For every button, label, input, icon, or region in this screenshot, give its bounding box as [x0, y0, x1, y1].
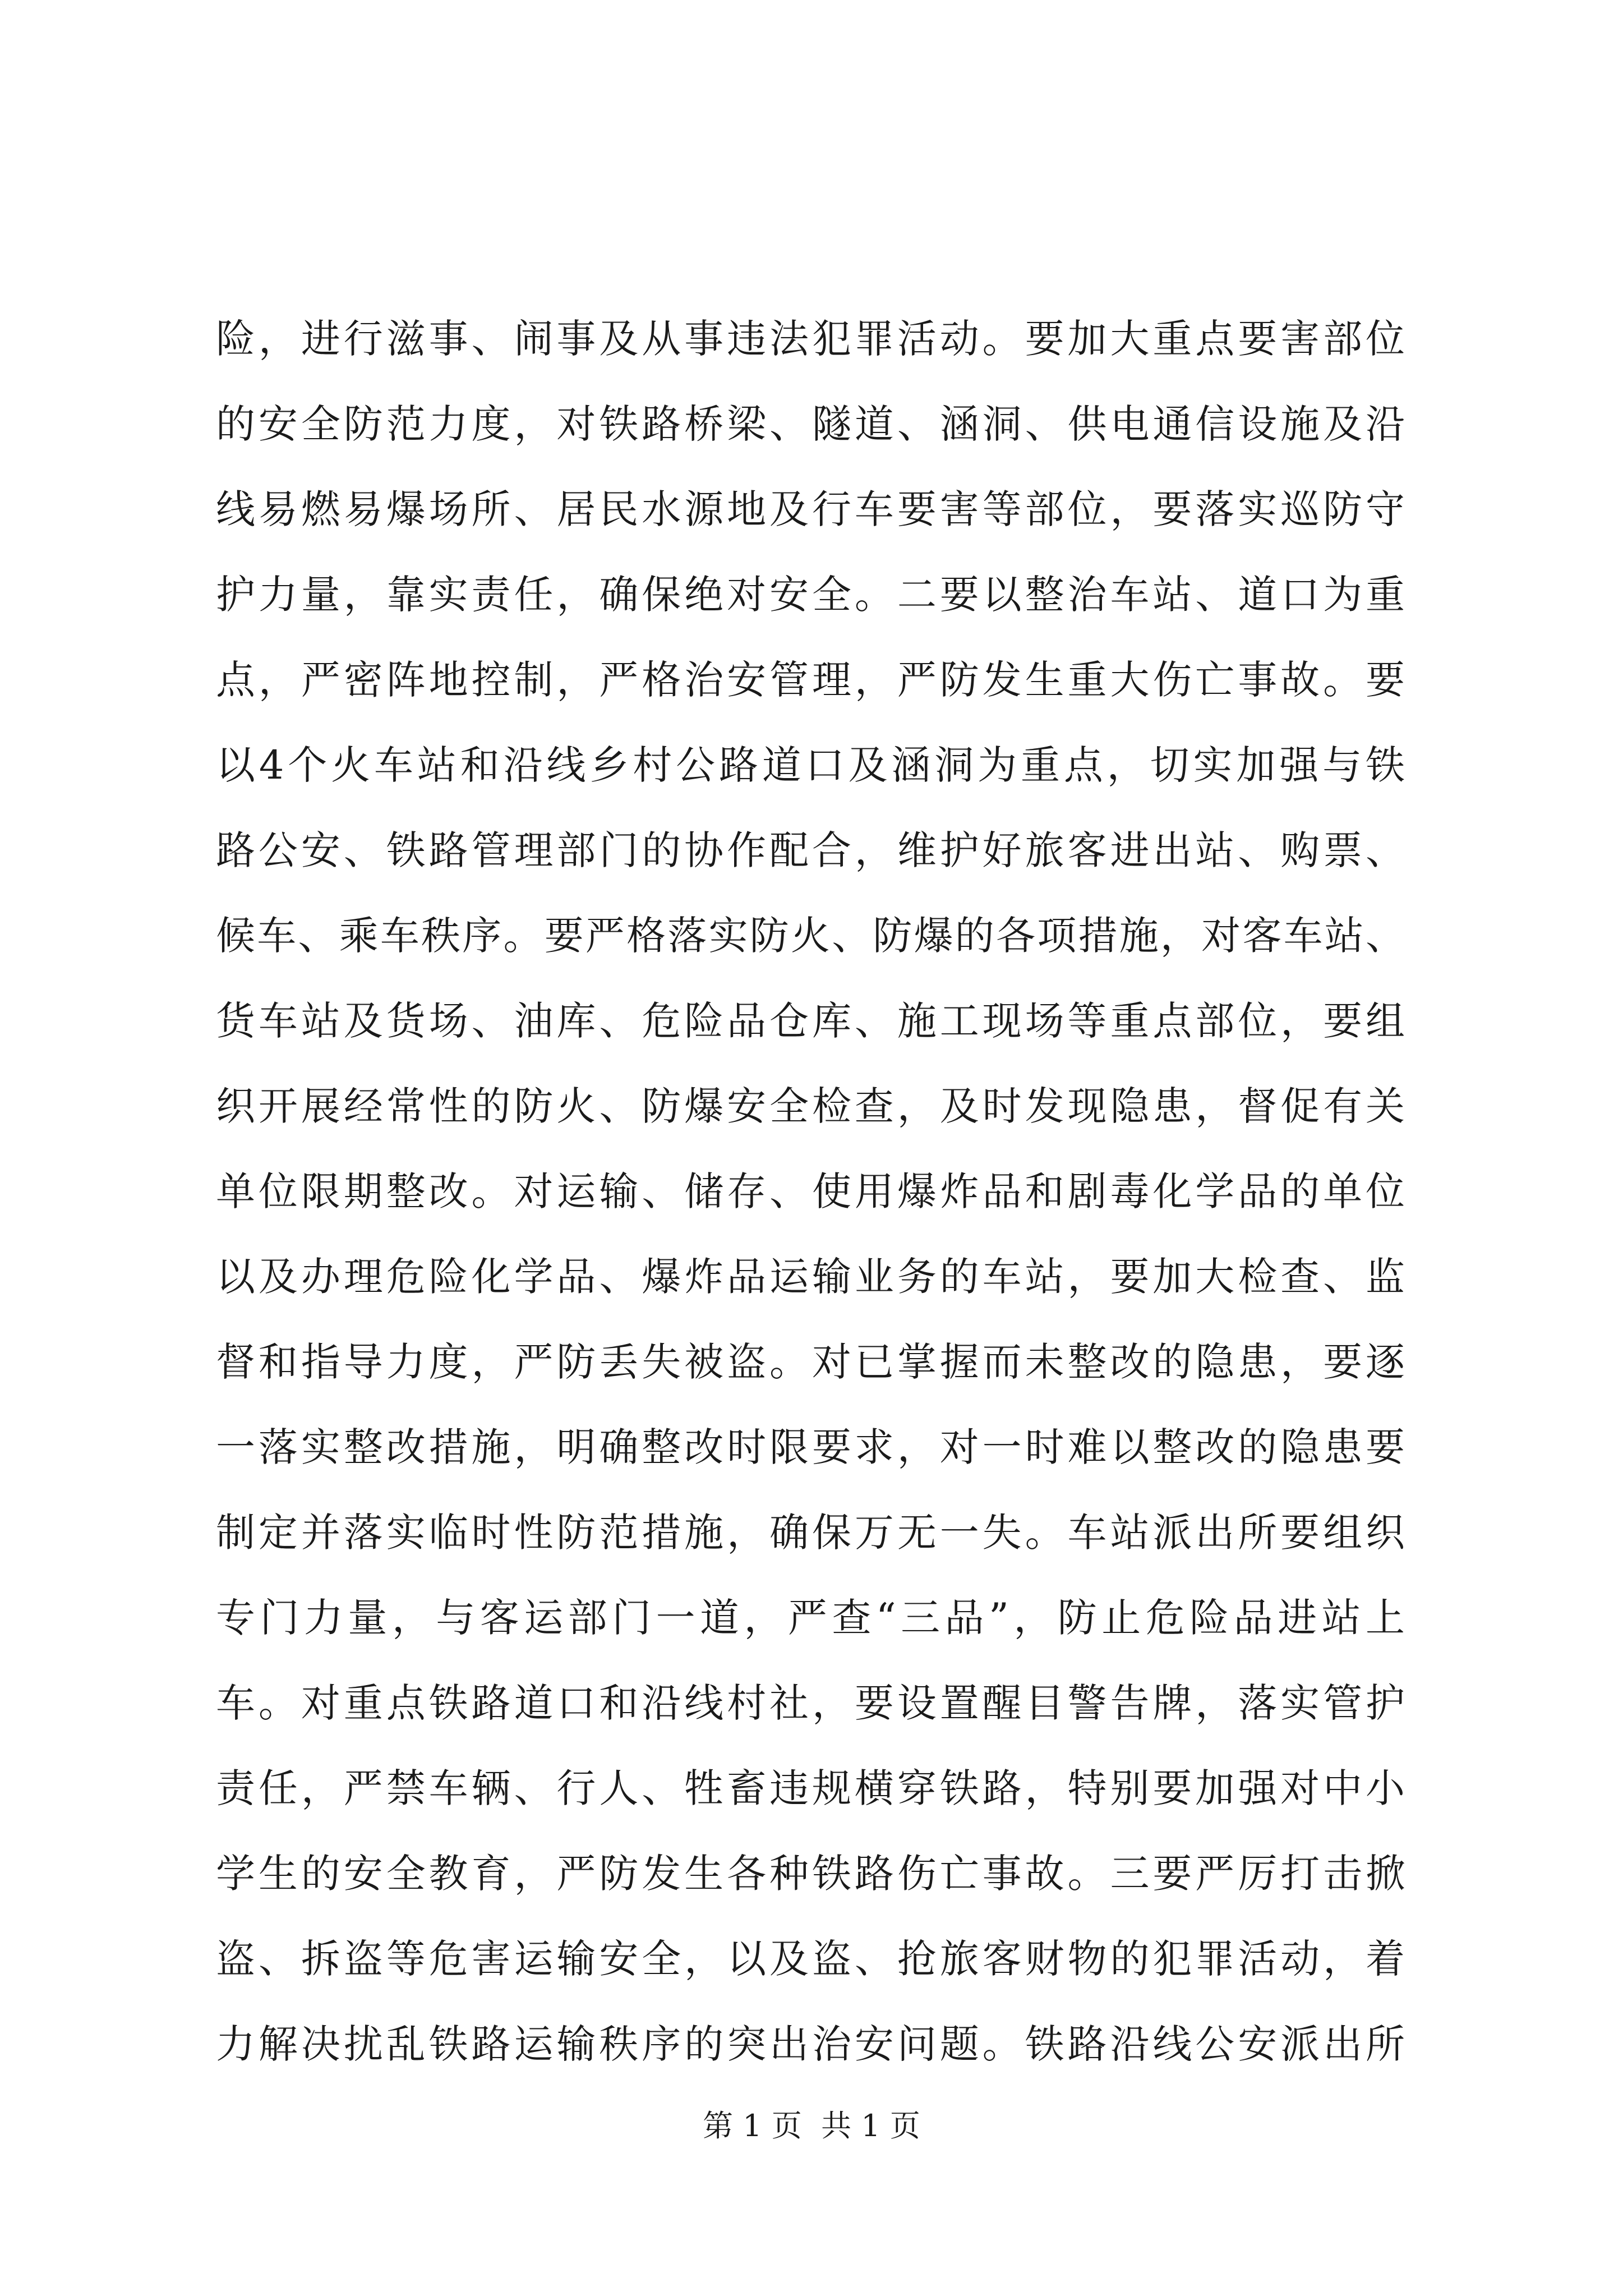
text-line: 督和指导力度，严防丢失被盗。对已掌握而未整改的隐患，要逐 [216, 1339, 1405, 1385]
text-line: 路公安、铁路管理部门的协作配合，维护好旅客进出站、购票、 [216, 827, 1405, 873]
text-line: 点，严密阵地控制，严格治安管理，严防发生重大伤亡事故。要 [216, 657, 1405, 703]
text-line: 盗、拆盗等危害运输安全，以及盗、抢旅客财物的犯罪活动，着 [216, 1936, 1405, 1982]
text-line: 候车、乘车秩序。要严格落实防火、防爆的各项措施，对客车站、 [216, 913, 1405, 959]
text-line: 专门力量，与客运部门一道，严查“三品”，防止危险品进站上 [216, 1595, 1405, 1641]
text-line: 单位限期整改。对运输、储存、使用爆炸品和剧毒化学品的单位 [216, 1168, 1405, 1214]
text-line: 以及办理危险化学品、爆炸品运输业务的车站，要加大检查、监 [216, 1254, 1405, 1300]
text-line: 的安全防范力度，对铁路桥梁、隧道、涵洞、供电通信设施及沿 [216, 401, 1405, 447]
text-line: 货车站及货场、油库、危险品仓库、施工现场等重点部位，要组 [216, 998, 1405, 1044]
text-line: 险，进行滋事、闹事及从事违法犯罪活动。要加大重点要害部位 [216, 316, 1405, 362]
text-line: 力解决扰乱铁路运输秩序的突出治安问题。铁路沿线公安派出所 [216, 2021, 1405, 2067]
text-line: 车。对重点铁路道口和沿线村社，要设置醒目警告牌，落实管护 [216, 1680, 1405, 1726]
text-line: 一落实整改措施，明确整改时限要求，对一时难以整改的隐患要 [216, 1424, 1405, 1470]
text-line: 学生的安全教育，严防发生各种铁路伤亡事故。三要严厉打击掀 [216, 1851, 1405, 1897]
text-line: 制定并落实临时性防范措施，确保万无一失。车站派出所要组织 [216, 1510, 1405, 1556]
text-line: 责任，严禁车辆、行人、牲畜违规横穿铁路，特别要加强对中小 [216, 1765, 1405, 1811]
text-line: 织开展经常性的防火、防爆安全检查，及时发现隐患，督促有关 [216, 1083, 1405, 1129]
body-text [216, 296, 1405, 2087]
text-line: 以4个火车站和沿线乡村公路道口及涵洞为重点，切实加强与铁 [216, 742, 1405, 788]
text-line: 护力量，靠实责任，确保绝对安全。二要以整治车站、道口为重 [216, 572, 1405, 618]
text-line: 线易燃易爆场所、居民水源地及行车要害等部位，要落实巡防守 [216, 486, 1405, 532]
page-footer: 第 1 页 共 1 页 [703, 2108, 920, 2143]
